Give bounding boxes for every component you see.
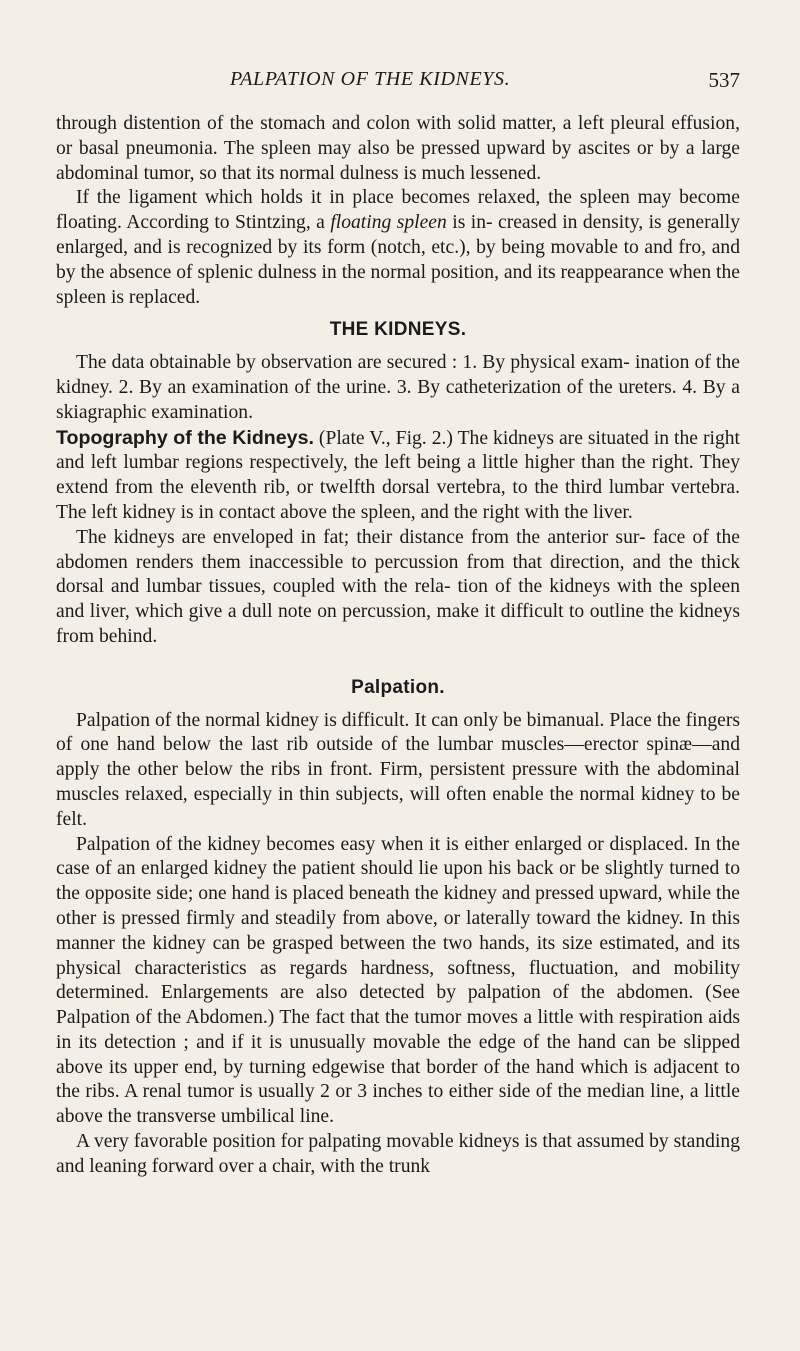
paragraph-text: If the ligament which holds it in place becomes relaxed, the spleen may become floating. According to Stintzing, a bbox=[56, 187, 740, 234]
paragraph-text: (Plate V., Fig. 2.) The kidneys are situated in the right and left lumbar regions respectively, the left being a little higher than the right. They extend from the eleventh rib, or twelfth dorsal vertebra, to the third lumbar vertebra. The left kidney is in contact above the spleen, and the right with the liver. bbox=[56, 427, 740, 523]
paragraph-floating-spleen bbox=[56, 186, 740, 310]
page-number: 537 bbox=[708, 68, 740, 92]
italic-term: floating spleen bbox=[330, 212, 447, 234]
page-body bbox=[56, 112, 740, 1180]
paragraph-continuation: through distention of the stomach and colon with solid matter, a left pleural effusion, or basal pneumonia. The spleen may also be pressed upward by ascites or by a large abdominal tumor, so that its normal dulness is much lessened. bbox=[56, 113, 740, 184]
paragraph-palpation-normal: Palpation of the normal kidney is difficult. It can only be bimanual. Place the fingers of one hand below the last rib outside of the lumbar muscles—erector spinæ—and apply the other below the ribs in front. Firm, persistent pressure with the abdominal muscles relaxed, especially in thin subjects, will often enable the normal kidney to be felt. bbox=[56, 709, 740, 830]
paragraph-palpation-position: A very favorable position for palpating movable kidneys is that assumed by standing and leaning forward over a chair, with the trunk bbox=[56, 1131, 740, 1177]
running-title: PALPATION OF THE KIDNEYS. bbox=[230, 68, 511, 90]
paragraph-kidney-data: The data obtainable by observation are secured : 1. By physical exam- ination of the kidney. 2. By an examination of the urine. 3. By catheterization of the ureters. 4. By a skiagraphic examination. bbox=[56, 352, 740, 423]
run-in-heading: Topography of the Kidneys. bbox=[56, 426, 314, 449]
paragraph-envelope: The kidneys are enveloped in fat; their distance from the anterior sur- face of the abdomen renders them inaccessible to percussion from that direction, and the thick dorsal and lumbar tissues, coupled with the rela- tion of the kidneys with the spleen and liver, which give a dull note on percussion, make it difficult to outline the kidneys from behind. bbox=[56, 526, 740, 647]
section-heading-palpation: Palpation. bbox=[351, 676, 445, 698]
paragraph-text: is in- creased in density, is generally enlarged, and is recognized by its form (notch, etc.), by being movable to and fro, and by the absence of splenic dulness in the normal position, and its reappearance when the spleen is replaced. bbox=[56, 212, 740, 308]
paragraph-palpation-enlarged: Palpation of the kidney becomes easy when it is either enlarged or displaced. In the case of an enlarged kidney the patient should lie upon his back or be slightly turned to the opposite side; one hand is placed beneath the kidney and pressed upward, while the other is pressed firmly and steadily from above, or laterally toward the kidney. In this manner the kidney can be grasped between the two hands, its size estimated, and its physical characteristics as regards hardness, softness, fluctuation, and mobility determined. Enlargements are also detected by palpation of the abdomen. (See Palpation of the Abdomen.) The fact that the tumor moves a little with respiration aids in its detection ; and if it is unusually movable the edge of the hand can be slipped above its upper end, by turning edgewise that border of the hand which is adjacent to the ribs. A renal tumor is usually 2 or 3 inches to either side of the median line, a little above the transverse umbilical line. bbox=[56, 833, 740, 1128]
paragraph-topography bbox=[56, 426, 740, 526]
section-heading-kidneys: THE KIDNEYS. bbox=[329, 319, 467, 341]
